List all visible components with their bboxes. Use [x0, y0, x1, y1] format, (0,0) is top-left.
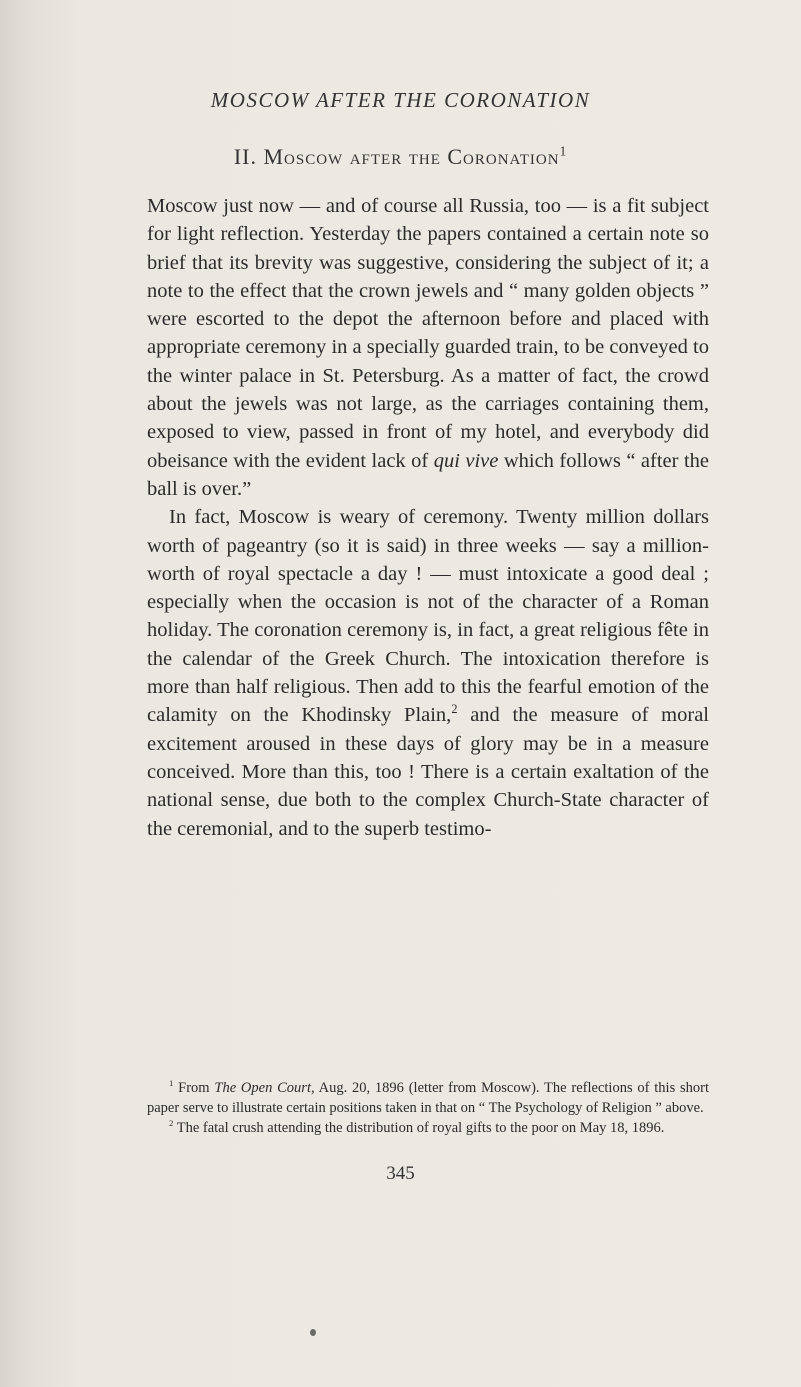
paragraph-2 — [147, 503, 709, 843]
footnote-2-text: The fatal crush attending the distribution of royal gifts to the poor on May 18, 1896. — [173, 1120, 665, 1136]
ink-speck — [310, 1329, 316, 1336]
paragraph-1-end: which follows “ after the ball is over.” — [147, 449, 709, 500]
chapter-title-rest: oscow after the Coronation — [284, 144, 560, 169]
footnote-1-italic: The Open Court, — [214, 1080, 315, 1096]
body-text — [147, 192, 709, 843]
chapter-title-text — [263, 144, 559, 169]
paragraph-2-footnote-ref: 2 — [451, 702, 458, 717]
footnote-1-mark: 1 — [169, 1078, 174, 1089]
chapter-title — [0, 144, 801, 170]
footnotes — [147, 1078, 709, 1138]
paragraph-1-text: Moscow just now — and of course all Russia, too — is a fit subject for light reflection. Yesterday the papers contained a certain note so brief that its brevity was suggestive, considering the subject of it; a note to the effect that the crown jewels and “ many golden objects ” were escorted to the depot the afternoon before and placed with appropriate ceremony in a specially guarded train, to be conveyed to the winter palace in St. Petersburg. As a matter of fact, the crowd about the jewels was not large, as the carriages containing them, exposed to view, passed in front of my hotel, and everybody did obeisance with the evident lack of — [147, 195, 709, 472]
chapter-footnote-ref: 1 — [559, 143, 568, 159]
chapter-number: II. — [233, 144, 257, 169]
footnote-2 — [147, 1118, 709, 1138]
footnote-2-mark: 2 — [169, 1118, 174, 1129]
footnote-1-pre: From — [173, 1080, 215, 1096]
paragraph-1 — [147, 192, 709, 503]
paragraph-1-italic: qui vive — [433, 449, 499, 472]
footnote-1-post: Aug. 20, 1896 (letter from Moscow). The reflections of this short paper serve to illustrate certain positions taken in that on “ The Psychology of Religion ” above. — [147, 1080, 710, 1116]
running-head: MOSCOW AFTER THE CORONATION — [210, 88, 591, 112]
paragraph-2-text: In fact, Moscow is weary of ceremony. Twenty million dollars worth of pageantry (so it is said) in three weeks — say a million-worth of royal spectacle a day ! — must intoxicate a good deal ; especially when the occasion is not of the character of a Roman holiday. The coronation ceremony is, in fact, a great religious fête in the calendar of the Greek Church. The intoxication therefore is more than half religious. Then add to this the fearful emotion of the calamity on the Khodinsky Plain, — [147, 506, 709, 727]
paragraph-2-end: and the measure of moral excitement aroused in these days of glory may be in a measure conceived. More than this, too ! There is a certain exaltation of the national sense, due both to the complex Church-State character of the ceremonial, and to the superb testimo- — [147, 704, 709, 840]
footnote-1 — [147, 1078, 709, 1118]
page-number: 345 — [386, 1163, 415, 1184]
chapter-title-initial: M — [263, 144, 285, 169]
